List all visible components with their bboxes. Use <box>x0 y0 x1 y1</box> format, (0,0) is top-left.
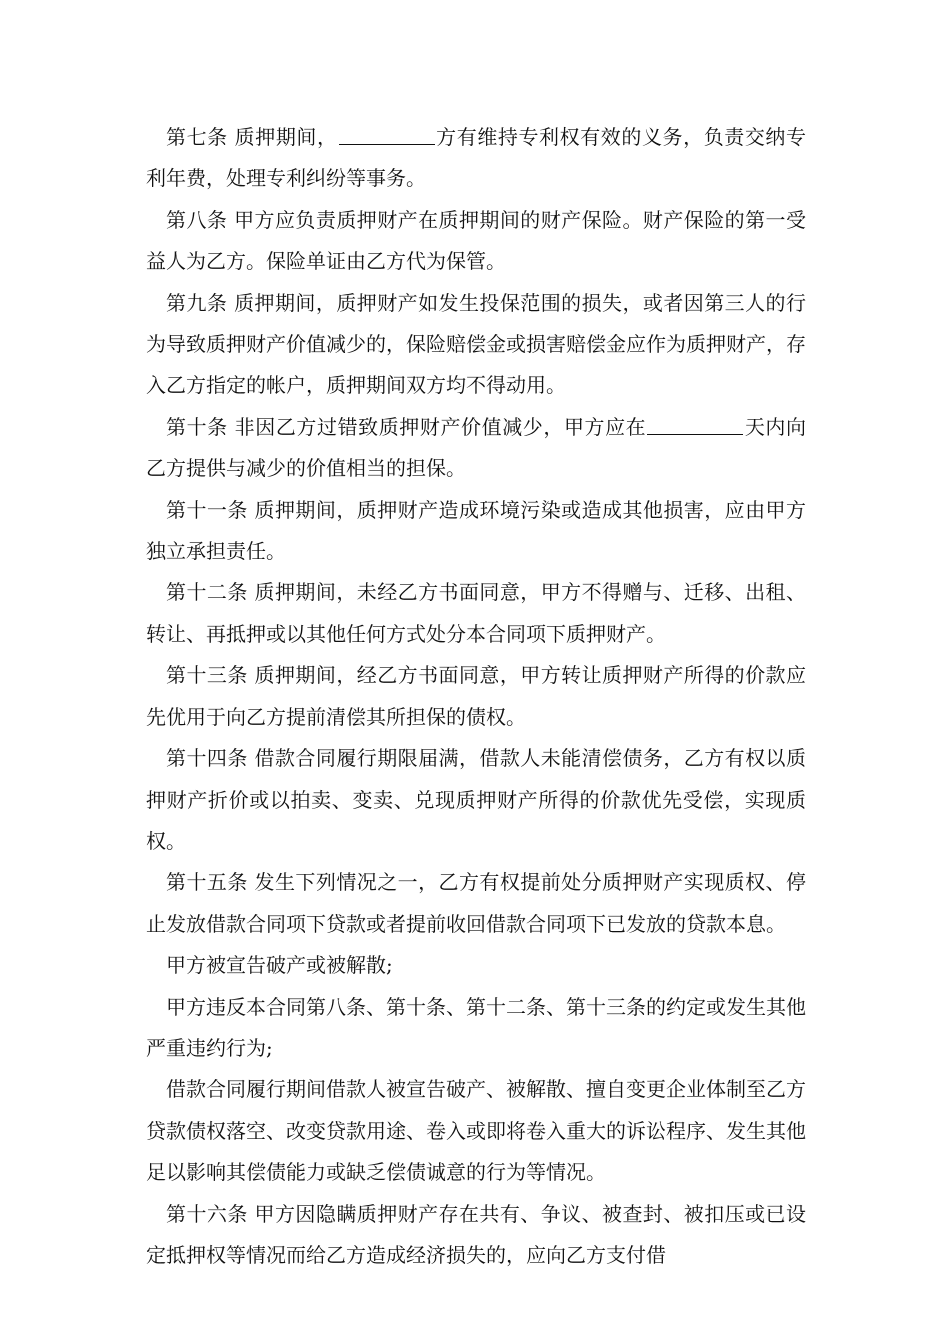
document-page <box>146 117 806 1276</box>
clause-12-text: 第十二条 质押期间，未经乙方书面同意，甲方不得赠与、迁移、出租、转让、再抵押或以其他任何方式处分本合同项下质押财产。 <box>146 580 806 646</box>
clause-7-fill-blank <box>339 124 435 145</box>
clause-15-item-3-text: 借款合同履行期间借款人被宣告破产、被解散、擅自变更企业体制至乙方贷款债权落空、改变贷款用途、卷入或即将卷入重大的诉讼程序、发生其他足以影响其偿债能力或缺乏偿债诚意的行为等情况。 <box>146 1077 806 1185</box>
clause-15-item-3 <box>146 1069 806 1193</box>
clause-13-paragraph <box>146 655 806 738</box>
clause-11-paragraph <box>146 490 806 573</box>
clause-11-text: 第十一条 质押期间，质押财产造成环境污染或造成其他损害，应由甲方独立承担责任。 <box>146 497 806 564</box>
clause-8-text: 第八条 甲方应负责质押财产在质押期间的财产保险。财产保险的第一受益人为乙方。保险单证由乙方代为保管。 <box>146 207 806 274</box>
clause-14-text: 第十四条 借款合同履行期限届满，借款人未能清偿债务，乙方有权以质押财产折价或以拍卖、变卖、兑现质押财产所得的价款优先受偿，实现质权。 <box>146 746 806 853</box>
clause-15-text: 第十五条 发生下列情况之一，乙方有权提前处分质押财产实现质权、停止发放借款合同项下贷款或者提前收回借款合同项下已发放的贷款本息。 <box>146 870 806 936</box>
clause-15-item-1-text: 甲方被宣告破产或被解散; <box>166 953 393 978</box>
clause-10-paragraph <box>146 407 806 490</box>
clause-14-paragraph <box>146 738 806 862</box>
clause-15-item-1 <box>146 945 806 986</box>
clause-10-text-before: 第十条 非因乙方过错致质押财产价值减少，甲方应在 <box>166 414 647 439</box>
clause-15-item-2 <box>146 987 806 1070</box>
clause-16-text: 第十六条 甲方因隐瞒质押财产存在共有、争议、被查封、被扣压或已设定抵押权等情况而给乙方造成经济损失的，应向乙方支付借 <box>146 1201 806 1267</box>
clause-10-text-after: 天内向乙方提供与减少的价值相当的担保。 <box>146 414 807 481</box>
clause-8-paragraph <box>146 200 806 283</box>
clause-15-item-2-text: 甲方违反本合同第八条、第十条、第十二条、第十三条的约定或发生其他严重违约行为; <box>146 994 806 1060</box>
clause-9-text: 第九条 质押期间，质押财产如发生投保范围的损失，或者因第三人的行为导致质押财产价值减少的，保险赔偿金或损害赔偿金应作为质押财产，存入乙方指定的帐户，质押期间双方均不得动用。 <box>146 290 806 398</box>
clause-7-paragraph <box>146 117 806 200</box>
clause-7-text-before: 第七条 质押期间， <box>166 125 338 149</box>
clause-15-paragraph <box>146 862 806 945</box>
clause-13-text: 第十三条 质押期间，经乙方书面同意，甲方转让质押财产所得的价款应先优用于向乙方提前清偿其所担保的债权。 <box>146 663 806 729</box>
clause-9-paragraph <box>146 283 806 407</box>
clause-7-text-after: 方有维持专利权有效的义务，负责交纳专利年费，处理专利纠纷等事务。 <box>146 125 807 191</box>
clause-16-paragraph <box>146 1194 806 1277</box>
clause-12-paragraph <box>146 572 806 655</box>
clause-10-fill-blank <box>647 414 743 435</box>
